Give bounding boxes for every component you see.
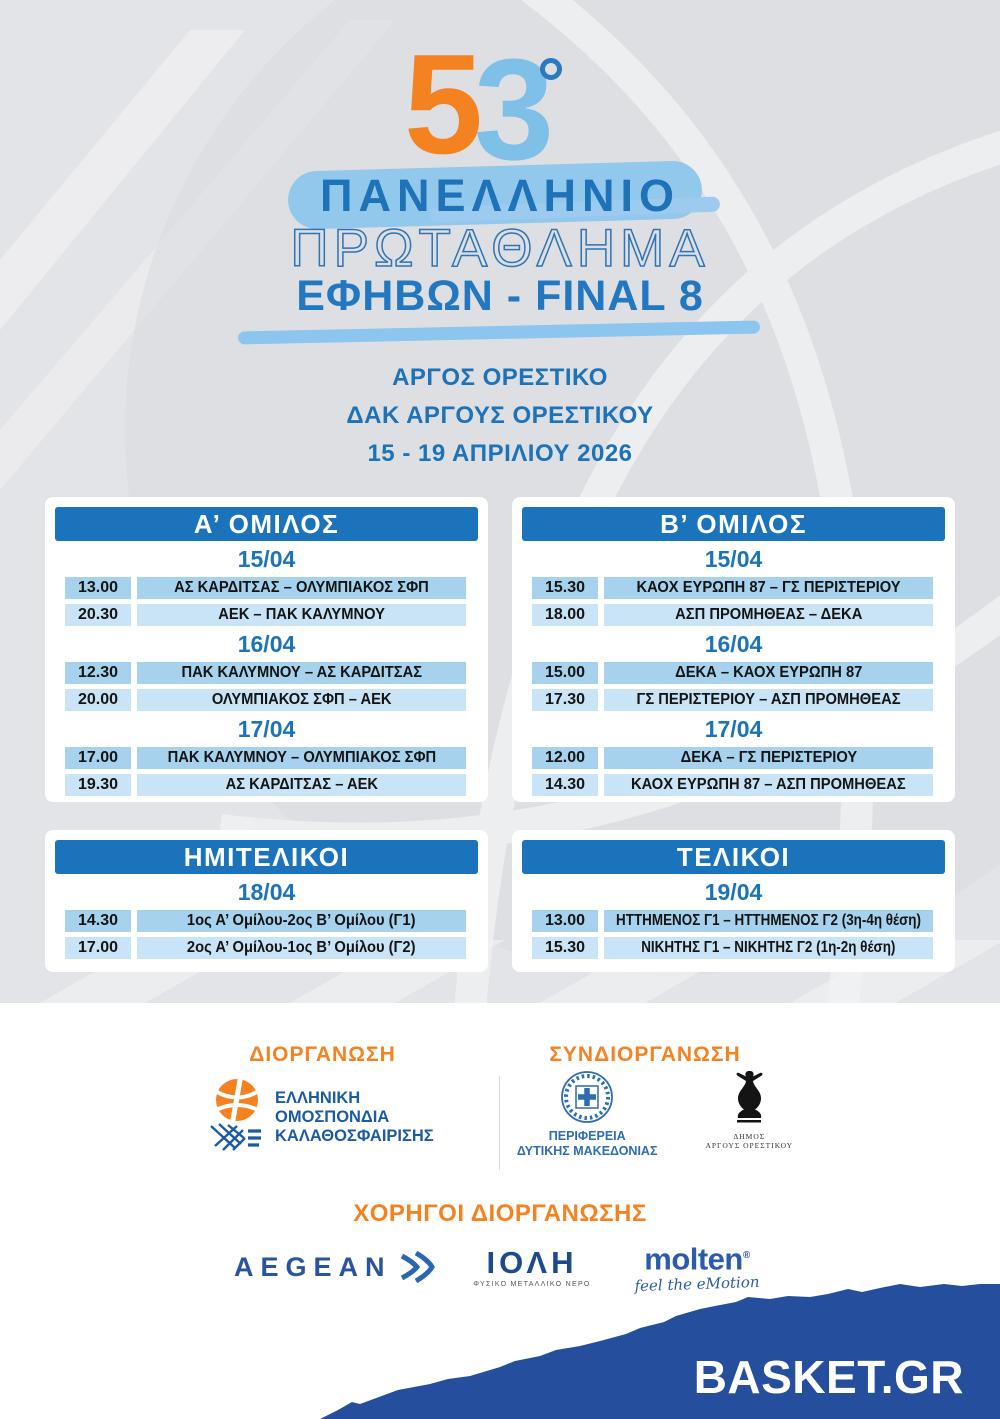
region-name-line1: ΠΕΡΙΦΕΡΕΙΑ xyxy=(548,1129,626,1143)
game-row xyxy=(65,662,466,684)
game-row xyxy=(532,937,933,959)
game-time: 12.00 xyxy=(532,747,598,769)
game-match-label: ΟΛΥΜΠΙΑΚΟΣ ΣΦΠ – ΑΕΚ xyxy=(211,691,392,708)
game-time: 12.30 xyxy=(65,662,131,684)
match-date: 15/04 xyxy=(704,546,763,572)
game-row xyxy=(65,577,466,599)
game-time: 15.30 xyxy=(532,937,598,959)
game-match xyxy=(137,604,466,626)
game-match xyxy=(604,662,933,684)
game-match-label: ΔΕΚΑ – ΚΑΟΧ ΕΥΡΩΠΗ 87 xyxy=(674,664,863,681)
group-a-header: Α’ ΟΜΙΛΟΣ xyxy=(55,507,478,541)
finals-header: ΤΕΛΙΚΟΙ xyxy=(522,840,945,874)
edition-digit-5: 5 xyxy=(404,25,483,184)
game-row xyxy=(532,747,933,769)
degree-circle-icon xyxy=(540,58,562,80)
group-b-schedule-card xyxy=(512,497,955,802)
game-time: 17.30 xyxy=(532,689,598,711)
game-match xyxy=(137,662,466,684)
venue-city: ΑΡΓΟΣ ΟΡΕΣΤΙΚΟ xyxy=(392,364,608,391)
game-row xyxy=(65,689,466,711)
basketgr-wordmark: BASKET.GR xyxy=(693,1351,964,1403)
game-match xyxy=(137,937,466,959)
game-row xyxy=(532,774,933,796)
game-match xyxy=(604,689,933,711)
group-a-schedule-card xyxy=(45,497,488,802)
ioli-label: ΙΟΛΗ xyxy=(486,1245,578,1280)
game-match xyxy=(604,937,933,959)
game-row xyxy=(65,604,466,626)
sponsors-heading: ΧΟΡΗΓΟΙ ΔΙΟΡΓΑΝΩΣΗΣ xyxy=(353,1200,647,1227)
municipality-name xyxy=(705,1132,793,1150)
venue-dates: 15 - 19 ΑΠΡΙΛΙΟΥ 2026 xyxy=(367,440,633,467)
game-match-label: ΚΑΟΧ ΕΥΡΩΠΗ 87 – ΓΣ ΠΕΡΙΣΤΕΡΙΟΥ xyxy=(636,579,901,596)
game-match xyxy=(137,774,466,796)
edition-digit-3: 3 xyxy=(474,29,555,190)
organizer-heading: ΔΙΟΡΓΑΝΩΣΗ xyxy=(249,1043,396,1066)
game-row xyxy=(65,910,466,932)
game-time: 15.00 xyxy=(532,662,598,684)
ioli-logo xyxy=(452,1247,612,1288)
semifinals-header: ΗΜΙΤΕΛΙΚΟΙ xyxy=(55,840,478,874)
municipality-name-line1: ΔΗΜΟΣ xyxy=(733,1132,766,1141)
game-match xyxy=(137,910,466,932)
match-date: 17/04 xyxy=(704,716,763,742)
title-line-protathlima: ΠΡΩΤΑΘΛΗΜΑ xyxy=(290,219,710,278)
game-row xyxy=(65,774,466,796)
game-row xyxy=(532,662,933,684)
game-match xyxy=(604,747,933,769)
double-chevron-bird-icon xyxy=(399,1251,435,1283)
federation-name-line1: ΕΛΛΗΝΙΚΗ xyxy=(274,1087,360,1107)
game-time: 14.30 xyxy=(65,910,131,932)
molten-tagline: feel the eMotion xyxy=(634,1273,760,1296)
game-match-label: ΔΕΚΑ – ΓΣ ΠΕΡΙΣΤΕΡΙΟΥ xyxy=(680,749,857,766)
match-date: 16/04 xyxy=(237,631,296,657)
ioli-subtitle: ΦΥΣΙΚΟ ΜΕΤΑΛΛΙΚΟ ΝΕΡΟ xyxy=(473,1281,591,1288)
game-match-label: ΗΤΤΗΜΕΝΟΣ Γ1 – ΗΤΤΗΜΕΝΟΣ Γ2 (3η-4η θέση) xyxy=(616,912,921,929)
match-date: 19/04 xyxy=(704,879,763,905)
aegean-label: AEGEAN xyxy=(234,1251,392,1282)
greek-cross-wreath-icon xyxy=(560,1070,614,1124)
federation-name xyxy=(275,1088,434,1145)
game-time: 19.30 xyxy=(65,774,131,796)
game-time: 18.00 xyxy=(532,604,598,626)
molten-label: molten® xyxy=(644,1241,750,1277)
region-name-line2: ΔΥΤΙΚΗΣ ΜΑΚΕΔΟΝΙΑΣ xyxy=(516,1144,658,1158)
match-date: 18/04 xyxy=(237,879,296,905)
game-match-label: 2ος Α’ Ομίλου-1ος Β’ Ομίλου (Γ2) xyxy=(187,939,416,956)
game-time: 13.00 xyxy=(65,577,131,599)
game-row xyxy=(532,910,933,932)
game-match-label: ΑΣ ΚΑΡΔΙΤΣΑΣ – ΑΕΚ xyxy=(225,776,378,793)
venue-arena: ΔΑΚ ΑΡΓΟΥΣ ΟΡΕΣΤΙΚΟΥ xyxy=(346,402,654,429)
title-line-efivon-final8: ΕΦΗΒΩΝ - FINAL 8 xyxy=(296,272,704,320)
region-logo xyxy=(517,1070,658,1159)
federation-name-line3: ΚΑΛΑΘΟΣΦΑΙΡΙΣΗΣ xyxy=(274,1125,434,1145)
municipality-logo xyxy=(705,1070,793,1150)
semifinals-schedule-card xyxy=(45,830,488,972)
game-match xyxy=(604,774,933,796)
region-name xyxy=(517,1129,658,1159)
match-date: 17/04 xyxy=(237,716,296,742)
game-match xyxy=(604,910,933,932)
game-match xyxy=(604,577,933,599)
game-row xyxy=(65,937,466,959)
aegean-logo xyxy=(234,1251,435,1283)
basketball-and-net-icon xyxy=(207,1078,265,1154)
ancient-vase-icon xyxy=(732,1070,766,1128)
game-row xyxy=(532,577,933,599)
federation-name-line2: ΟΜΟΣΠΟΝΔΙΑ xyxy=(274,1106,389,1126)
game-time: 17.00 xyxy=(65,747,131,769)
finals-schedule-card xyxy=(512,830,955,972)
game-match-label: ΝΙΚΗΤΗΣ Γ1 – ΝΙΚΗΤΗΣ Γ2 (1η-2η θέση) xyxy=(641,939,896,956)
game-match-label: ΠΑΚ ΚΑΛΥΜΝΟΥ – ΑΣ ΚΑΡΔΙΤΣΑΣ xyxy=(181,664,422,681)
game-match-label: 1ος Α’ Ομίλου-2ος Β’ Ομίλου (Γ1) xyxy=(187,912,416,929)
match-date: 16/04 xyxy=(704,631,763,657)
game-time: 14.30 xyxy=(532,774,598,796)
section-divider xyxy=(499,1076,500,1170)
game-match-label: ΑΣΠ ΠΡΟΜΗΘΕΑΣ – ΔΕΚΑ xyxy=(674,606,863,623)
game-row xyxy=(532,689,933,711)
game-match-label: ΑΣ ΚΑΡΔΙΤΣΑΣ – ΟΛΥΜΠΙΑΚΟΣ ΣΦΠ xyxy=(174,579,429,596)
game-match xyxy=(137,577,466,599)
game-time: 20.00 xyxy=(65,689,131,711)
co-organizer-heading: ΣΥΝΔΙΟΡΓΑΝΩΣΗ xyxy=(549,1043,741,1066)
game-row xyxy=(65,747,466,769)
municipality-name-line2: ΑΡΓΟΥΣ ΟΡΕΣΤΙΚΟΥ xyxy=(705,1141,794,1150)
federation-logo xyxy=(150,1078,495,1154)
game-match xyxy=(137,747,466,769)
game-time: 20.30 xyxy=(65,604,131,626)
game-time: 15.30 xyxy=(532,577,598,599)
title-line-panellinio: ΠΑΝΕΛΛΗΝΙΟ xyxy=(319,170,681,221)
game-time: 13.00 xyxy=(532,910,598,932)
game-match xyxy=(604,604,933,626)
match-date: 15/04 xyxy=(237,546,296,572)
co-organizer-logos xyxy=(505,1070,805,1159)
registered-mark-icon: ® xyxy=(742,1250,750,1261)
game-time: 17.00 xyxy=(65,937,131,959)
game-match-label: ΓΣ ΠΕΡΙΣΤΕΡΙΟΥ – ΑΣΠ ΠΡΟΜΗΘΕΑΣ xyxy=(636,691,901,708)
group-b-header: Β’ ΟΜΙΛΟΣ xyxy=(522,507,945,541)
game-match-label: ΠΑΚ ΚΑΛΥΜΝΟΥ – ΟΛΥΜΠΙΑΚΟΣ ΣΦΠ xyxy=(167,749,436,766)
game-match-label: ΑΕΚ – ΠΑΚ ΚΑΛΥΜΝΟΥ xyxy=(218,606,385,623)
game-match xyxy=(137,689,466,711)
game-row xyxy=(532,604,933,626)
game-match-label: ΚΑΟΧ ΕΥΡΩΠΗ 87 – ΑΣΠ ΠΡΟΜΗΘΕΑΣ xyxy=(631,776,906,793)
